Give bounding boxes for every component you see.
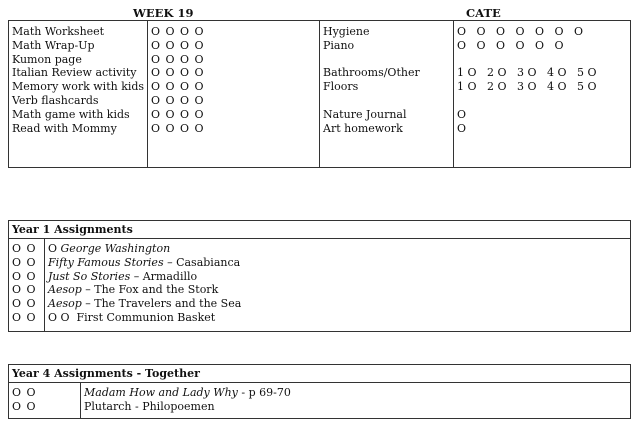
week-task-label: Math Worksheet [12, 25, 105, 38]
week-task-checkboxes[interactable]: O O O O [151, 93, 205, 107]
week-task-checkboxes[interactable]: O O O O [151, 38, 205, 52]
year4-item [84, 400, 630, 414]
year1-item-title: Fifty Famous Stories [48, 255, 164, 269]
cate-task-label: Piano [323, 38, 355, 52]
year4-title: Year 4 Assignments - Together [9, 365, 631, 383]
year1-item [48, 297, 630, 311]
week-task-label: Memory work with kids [12, 80, 145, 94]
week-task-checkboxes[interactable]: O O O O [151, 121, 205, 135]
year1-checkboxes[interactable]: O O [12, 242, 37, 255]
year1-item-lead[interactable]: O [48, 242, 61, 255]
year1-item-title: Aesop [48, 283, 82, 297]
cate-header: CATE [466, 6, 501, 20]
year1-assignments-table [8, 220, 631, 332]
cate-task-label [323, 53, 453, 67]
year4-item-detail: - p 69-70 [237, 386, 291, 399]
week-task-checkboxes[interactable]: O O O O [151, 25, 205, 38]
cate-task-checkboxes[interactable]: O [457, 121, 467, 135]
cate-task-checkboxes[interactable]: 1 O 2 O 3 O 4 O 5 O [457, 80, 597, 94]
year4-item-detail: Plutarch - Philopoemen [84, 399, 215, 413]
year4-item [84, 386, 630, 400]
year4-marks-cell [9, 383, 81, 419]
year1-title: Year 1 Assignments [9, 221, 631, 239]
week-task-checkboxes[interactable]: O O O O [151, 66, 205, 80]
cate-task-label: Hygiene [323, 25, 370, 38]
week-labels-cell [9, 21, 148, 168]
year4-items-cell [81, 383, 631, 419]
year1-checkboxes[interactable]: O O [12, 297, 37, 311]
year1-item-title: Just So Stories [48, 269, 131, 283]
week-task-checkboxes[interactable]: O O O O [151, 52, 205, 66]
year1-items-cell [45, 239, 631, 332]
year1-item [48, 283, 630, 297]
year1-checkboxes[interactable]: O O [12, 283, 37, 297]
week-header: WEEK 19 [133, 6, 194, 20]
year1-item-detail: – Armadillo [130, 269, 198, 283]
cate-task-checkboxes[interactable]: O [457, 107, 467, 121]
year1-item [48, 256, 630, 270]
year1-item-detail: – Casabianca [163, 255, 241, 269]
year1-marks-cell [9, 239, 45, 332]
year1-item-detail: – The Travelers and the Sea [81, 297, 242, 311]
week-task-checkboxes[interactable]: O O O O [151, 80, 205, 94]
week-task-label: Italian Review activity [12, 66, 137, 80]
year1-item [48, 311, 630, 325]
year1-item [48, 242, 630, 256]
year4-checkboxes[interactable]: O O [12, 386, 37, 399]
week-task-label: Math Wrap-Up [12, 38, 95, 52]
week-task-label: Math game with kids [12, 107, 130, 121]
cate-labels-cell [320, 21, 454, 168]
cate-task-checkboxes[interactable]: 1 O 2 O 3 O 4 O 5 O [457, 66, 597, 80]
weekly-task-grid [8, 20, 631, 168]
cate-marks-cell [454, 21, 631, 168]
cate-task-label: Bathrooms/Other [323, 66, 420, 80]
cate-task-label [323, 94, 453, 108]
year1-checkboxes[interactable]: O O [12, 310, 37, 324]
year4-item-title: Madam How and Lady Why [84, 386, 238, 399]
year1-item [48, 270, 630, 284]
year4-checkboxes[interactable]: O O [12, 399, 37, 413]
year4-assignments-table [8, 364, 631, 419]
year1-checkboxes[interactable]: O O [12, 255, 37, 269]
week-marks-cell [148, 21, 320, 168]
cate-task-checkboxes[interactable]: O O O O O O [457, 38, 564, 52]
cate-task-label: Floors [323, 80, 359, 94]
week-task-label: Read with Mommy [12, 121, 117, 135]
year1-item-title: George Washington [60, 242, 171, 255]
cate-task-label: Art homework [323, 121, 403, 135]
week-task-checkboxes[interactable]: O O O O [151, 107, 205, 121]
cate-task-checkboxes[interactable] [457, 94, 630, 108]
cate-task-checkboxes[interactable]: O O O O O O O [457, 25, 584, 38]
year1-item-detail: – The Fox and the Stork [81, 283, 219, 297]
cate-task-label: Nature Journal [323, 107, 407, 121]
year1-item-lead[interactable]: O O First Communion Basket [48, 310, 216, 324]
cate-task-checkboxes[interactable] [457, 53, 630, 67]
week-task-label: Kumon page [12, 52, 82, 66]
year1-item-title: Aesop [48, 297, 82, 311]
year1-checkboxes[interactable]: O O [12, 269, 37, 283]
week-task-label: Verb flashcards [12, 93, 99, 107]
